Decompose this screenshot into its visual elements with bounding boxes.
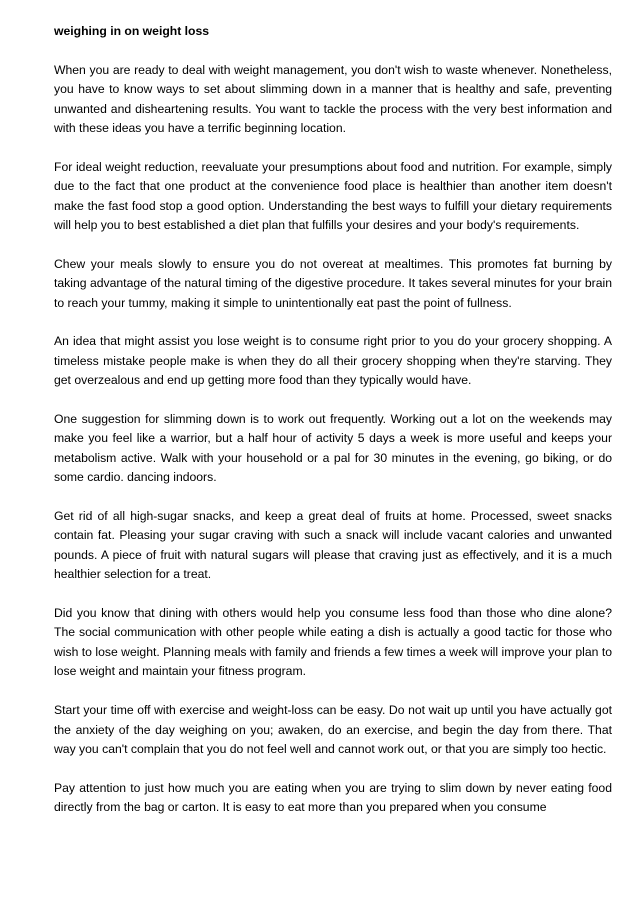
paragraph-dining-with-others: Did you know that dining with others would help you consume less food than those who dine alone? The social communication with other people while eating a dish is actually a good tactic for those who wish to lose weight. Planning meals with family and friends a few times a week will improve your plan to lose weight and maintain your fitness program. [54,606,612,679]
paragraph-work-out: One suggestion for slimming down is to work out frequently. Working out a lot on the weekends may make you feel like a warrior, but a half hour of activity 5 days a week is more useful and keeps your metabolism active. Walk with your household or a pal for 30 minutes in the evening, go biking, or do some cardio. dancing indoors. [54,412,612,485]
paragraph-reevaluate-food: For ideal weight reduction, reevaluate your presumptions about food and nutrition. For example, simply due to the fact that one product at the convenience food place is healthier than another item doesn't make the fast food stop a good option. Understanding the best ways to fulfill your dietary requirements will help you to best established a diet plan that fulfills your desires and your body's requirements. [54,159,612,233]
paragraph-intro: When you are ready to deal with weight management, you don't wish to waste whenever. Nonetheless, you have to know ways to set about slimming down in a manner that is healthy and safe, preventing unwanted and disheartening results. You want to tackle the process with the very best information and with these ideas you have a terrific beginning location. [54,62,612,136]
paragraph-portion-attention: Pay attention to just how much you are eating when you are trying to slim down by never eating food directly from the bag or carton. It is easy to eat more than you prepared when you consume [54,780,612,815]
paragraph-morning-exercise: Start your time off with exercise and weight-loss can be easy. Do not wait up until you have actually got the anxiety of the day weighing on you; awaken, do an exercise, and begin the day from there. That way you can't complain that you do not feel well and cannot work out, or that you are simply too hectic. [54,703,612,756]
document-title: weighing in on weight loss [54,24,210,38]
paragraph-eat-before-shopping: An idea that might assist you lose weight is to consume right prior to you do your grocery shopping. A timeless mistake people make is when they do all their grocery shopping when they're starving. They get overzealous and end up getting more food than they typically would have. [54,334,612,388]
paragraph-chew-slowly: Chew your meals slowly to ensure you do not overeat at mealtimes. This promotes fat burning by taking advantage of the natural timing of the digestive procedure. It takes several minutes for your brain to reach your tummy, making it simple to unintentionally eat past the point of fullness. [54,256,612,310]
paragraph-high-sugar-snacks: Get rid of all high-sugar snacks, and keep a great deal of fruits at home. Processed, sweet snacks contain fat. Pleasing your sugar craving with such a snack will include vacant calories and unwanted pounds. A piece of fruit with natural sugars will please that craving just as effectively, and it is a much healthier selection for a treat. [54,509,612,582]
